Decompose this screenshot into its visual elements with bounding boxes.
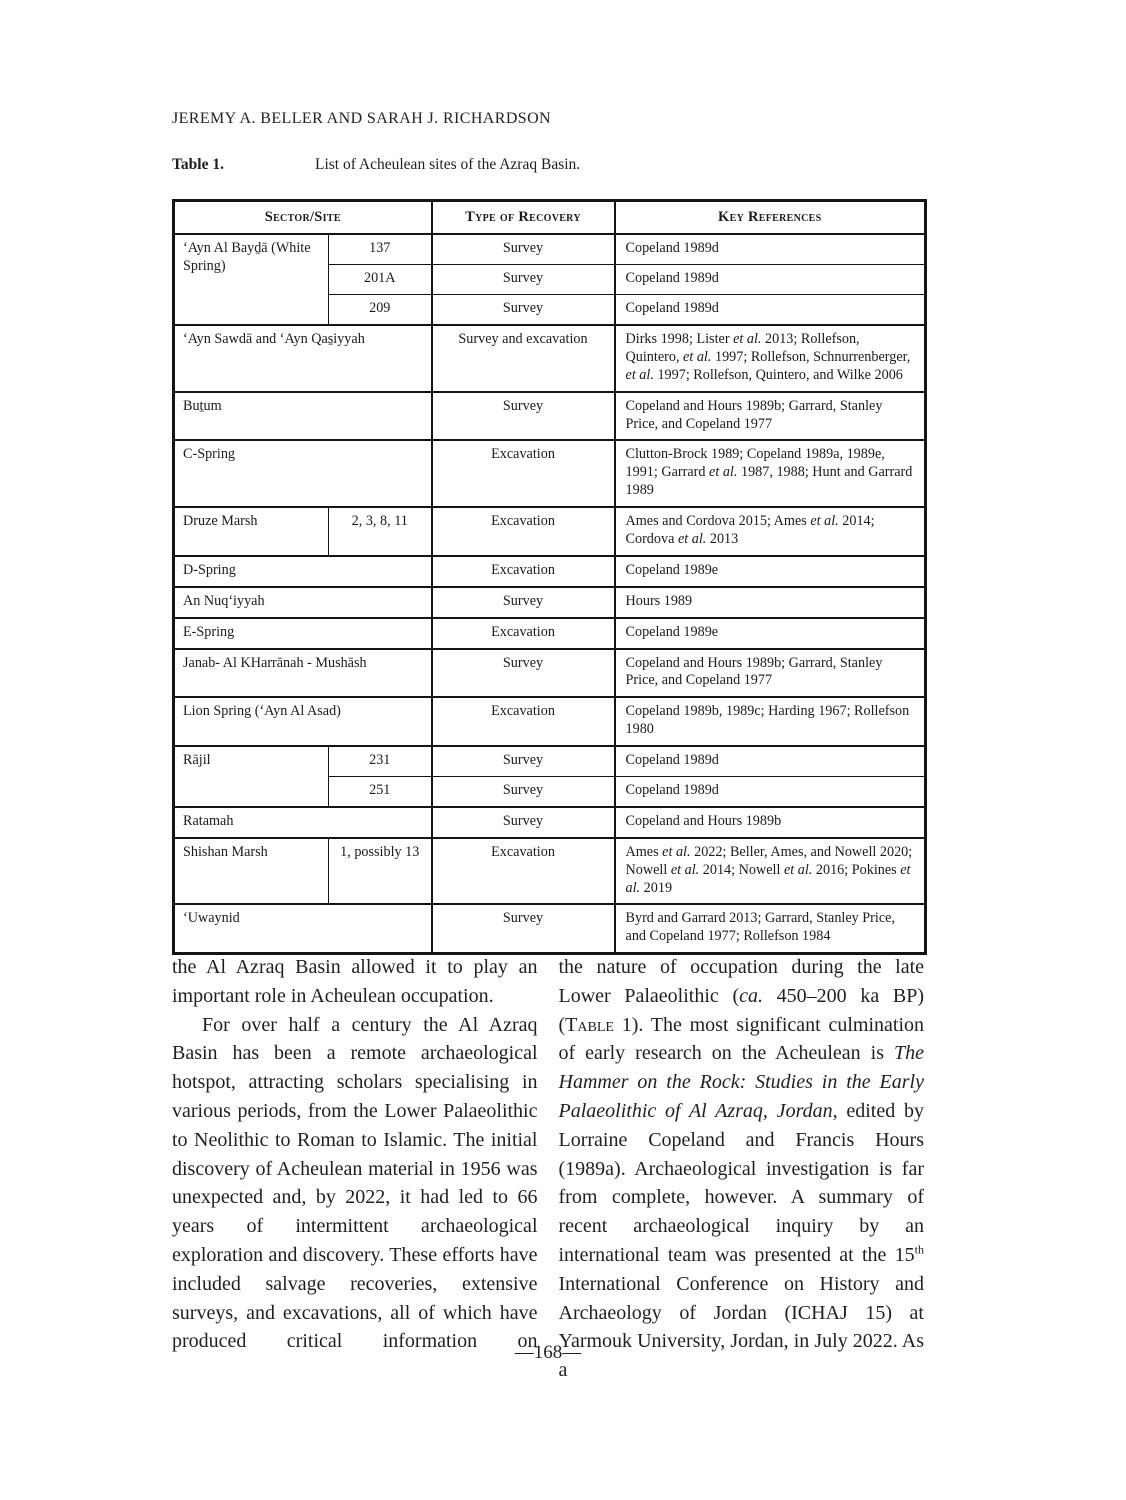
site-cell: Janab- Al KHarrānah - Mushāsh [174, 649, 432, 698]
recovery-cell: Survey [432, 587, 615, 618]
recovery-cell: Survey [432, 904, 615, 953]
table-row [174, 649, 926, 698]
table-caption-text: List of Acheulean sites of the Azraq Basin. [315, 156, 581, 173]
references-cell: Copeland and Hours 1989b; Garrard, Stanley Price, and Copeland 1977 [615, 649, 926, 698]
recovery-cell: Excavation [432, 618, 615, 649]
table-caption [172, 156, 580, 174]
table-row [174, 697, 926, 746]
recovery-cell: Survey [432, 265, 615, 295]
sites-table [172, 199, 927, 955]
recovery-cell: Survey and excavation [432, 325, 615, 392]
site-cell: ‘Ayn Sawdā and ‘Ayn Qas̱iyyah [174, 325, 432, 392]
site-cell: ‘Uwaynid [174, 904, 432, 953]
body-left-column [172, 953, 538, 1385]
table-row [174, 556, 926, 587]
references-cell: Copeland and Hours 1989b [615, 807, 926, 838]
site-cell: ‘Ayn Al Bayḏā (White Spring) [174, 234, 329, 325]
references-cell: Copeland 1989b, 1989c; Harding 1967; Rollefson 1980 [615, 697, 926, 746]
table-row [174, 618, 926, 649]
table-header-row [174, 201, 926, 235]
site-cell: D-Spring [174, 556, 432, 587]
table-row [174, 904, 926, 953]
references-cell: Copeland and Hours 1989b; Garrard, Stanley Price, and Copeland 1977 [615, 392, 926, 441]
references-cell: Byrd and Garrard 2013; Garrard, Stanley Price, and Copeland 1977; Rollefson 1984 [615, 904, 926, 953]
table-container [172, 199, 924, 955]
site-number-cell: 2, 3, 8, 11 [329, 507, 432, 556]
paragraph: For over half a century the Al Azraq Basin has been a remote archaeological hotspot, attracting scholars specialising in various periods, from the Lower Palaeolithic to Neolithic to Roman to Islamic. The initial discovery of Acheulean material in 1956 was unexpected and, by 2022, it had led to 66 years of intermittent archaeological exploration and discovery. These efforts have included salvage recoveries, extensive surveys, and excavations, all of which have produced critical information on [172, 1013, 538, 1353]
recovery-cell: Survey [432, 649, 615, 698]
site-number-cell: 1, possibly 13 [329, 838, 432, 905]
paragraph: the Al Azraq Basin allowed it to play an important role in Acheulean occupation. [172, 956, 538, 1007]
site-cell: Ratamah [174, 807, 432, 838]
table-row [174, 392, 926, 441]
page-number: —168— [514, 1342, 582, 1363]
table-row [174, 746, 926, 776]
recovery-cell: Survey [432, 746, 615, 776]
references-cell: Copeland 1989d [615, 746, 926, 776]
references-cell: Copeland 1989e [615, 618, 926, 649]
table-row [174, 234, 926, 264]
site-cell: E-Spring [174, 618, 432, 649]
references-cell: Clutton-Brock 1989; Copeland 1989a, 1989e, 1991; Garrard et al. 1987, 1988; Hunt and Garrard 1989 [615, 440, 926, 507]
column-header-key-references: Key References [615, 201, 926, 235]
table-row [174, 587, 926, 618]
site-cell: Buṯum [174, 392, 432, 441]
running-head: JEREMY A. BELLER AND SARAH J. RICHARDSON [172, 110, 551, 127]
recovery-cell: Excavation [432, 838, 615, 905]
recovery-cell: Survey [432, 807, 615, 838]
recovery-cell: Survey [432, 295, 615, 325]
table-row [174, 838, 926, 905]
table-row [174, 507, 926, 556]
references-cell: Dirks 1998; Lister et al. 2013; Rollefson, Quintero, et al. 1997; Rollefson, Schnurrenberger, et al. 1997; Rollefson, Quintero, and Wilke 2006 [615, 325, 926, 392]
sites-table-body [174, 234, 926, 953]
references-cell: Copeland 1989d [615, 776, 926, 806]
site-cell: Rājil [174, 746, 329, 807]
body-text [172, 953, 924, 1385]
site-cell: An Nuq‘iyyah [174, 587, 432, 618]
references-cell: Ames and Cordova 2015; Ames et al. 2014; Cordova et al. 2013 [615, 507, 926, 556]
table-row [174, 807, 926, 838]
recovery-cell: Excavation [432, 507, 615, 556]
references-cell: Copeland 1989d [615, 295, 926, 325]
references-cell: Copeland 1989d [615, 265, 926, 295]
site-number-cell: 251 [329, 776, 432, 806]
recovery-cell: Survey [432, 776, 615, 806]
references-cell: Copeland 1989d [615, 234, 926, 264]
recovery-cell: Survey [432, 392, 615, 441]
column-header-type-of-recovery: Type of Recovery [432, 201, 615, 235]
site-cell: C-Spring [174, 440, 432, 507]
recovery-cell: Excavation [432, 440, 615, 507]
paragraph: the nature of occupation during the late Lower Palaeolithic (ca. 450–200 ka BP) (Table 1). The most significant culmination of early research on the Acheulean is The Hammer on the Rock: Studies in the Early Palaeolithic of Al Azraq, Jordan, edited by Lorraine Copeland and Francis Hours (1989a). Archaeological investigation is far from complete, however. A summary of recent archaeological inquiry by an international team was presented at the 15th International Conference on History and Archaeology of Jordan (ICHAJ 15) at Yarmouk University, Jordan, in July 2022. As a [558, 956, 924, 1382]
recovery-cell: Survey [432, 234, 615, 264]
site-cell: Druze Marsh [174, 507, 329, 556]
table-row [174, 325, 926, 392]
recovery-cell: Excavation [432, 697, 615, 746]
site-number-cell: 231 [329, 746, 432, 776]
references-cell: Hours 1989 [615, 587, 926, 618]
references-cell: Ames et al. 2022; Beller, Ames, and Nowell 2020; Nowell et al. 2014; Nowell et al. 2016; Pokines et al. 2019 [615, 838, 926, 905]
references-cell: Copeland 1989e [615, 556, 926, 587]
column-header-sector-site: Sector/Site [174, 201, 432, 235]
site-cell: Shishan Marsh [174, 838, 329, 905]
site-cell: Lion Spring (‘Ayn Al Asad) [174, 697, 432, 746]
site-number-cell: 209 [329, 295, 432, 325]
body-right-column [559, 953, 925, 1385]
table-row [174, 440, 926, 507]
site-number-cell: 137 [329, 234, 432, 264]
table-caption-label: Table 1. [172, 156, 224, 173]
recovery-cell: Excavation [432, 556, 615, 587]
site-number-cell: 201A [329, 265, 432, 295]
